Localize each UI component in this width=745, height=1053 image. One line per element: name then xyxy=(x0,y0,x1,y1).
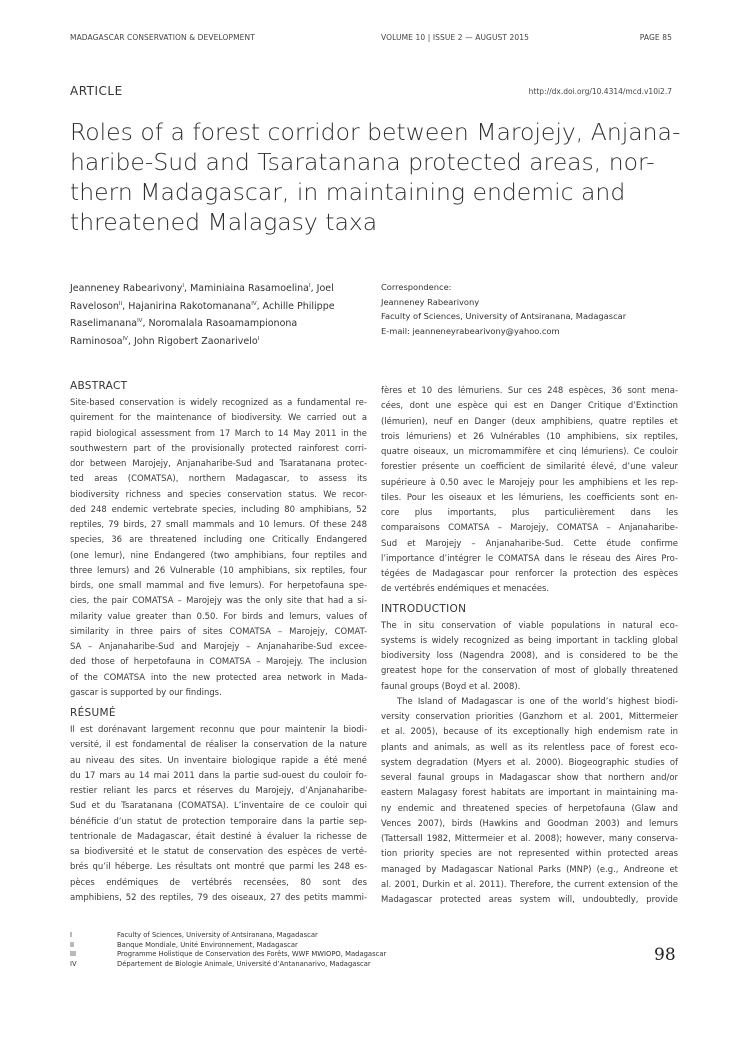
text-line: tiles. Pour les oiseaux et les lémuriens, les coefficients sont en- xyxy=(381,491,678,502)
footnote: II Banque Mondiale, Unité Environnement, Madagascar xyxy=(70,940,298,949)
title-line: Roles of a forest corridor between Marojejy, Anjana- xyxy=(70,118,681,146)
text-line: amphibiens, 52 des reptiles, 79 des oiseaux, 27 des petits mammi- xyxy=(70,891,367,902)
author-name: Raselimanana xyxy=(70,318,138,330)
left-column xyxy=(70,379,367,905)
text-line: milarity value greater than 0.50. For birds and lemurs, values of xyxy=(70,610,367,621)
text-line: Sud et du Tsaratanana (COMATSA). L’inventaire de ce couloir qui xyxy=(70,800,367,811)
correspondence-label: Correspondence: xyxy=(381,282,452,292)
text-line: SA – Anjanaharibe-Sud and Marojejy – Anjanaharibe-Sud excee- xyxy=(70,641,367,651)
text-line: Site-based conservation is widely recognized as a fundamental re- xyxy=(70,397,367,407)
text-line: quatre oiseaux, un micromammifère et cinq lémuriens). Ce couloir xyxy=(381,446,678,456)
author-name: John Rigobert Zaonarivelo xyxy=(133,336,258,348)
text-line: cies, the pair COMATSA – Marojejy was the only site that had a si- xyxy=(70,595,367,606)
introduction-body xyxy=(381,618,678,908)
text-line: rapid biological assessment from 17 March to 14 May 2011 in the xyxy=(70,427,367,438)
text-line: comparaisons COMATSA – Marojejy, COMATSA – Anjanaharibe- xyxy=(381,522,678,533)
text-line: similarity in three pairs of sites COMATSA – Marojejy, COMAT- xyxy=(70,625,367,636)
author-affiliation: IV xyxy=(251,300,257,307)
correspondence-name: Jeanneney Rabearivony xyxy=(381,296,480,307)
text-line: versité, il est fondamental de réaliser la conservation de la nature xyxy=(70,739,367,750)
author-affiliation: I xyxy=(182,283,185,289)
author-name: Jeanneney Rabearivony xyxy=(70,283,183,295)
text-line: ny endemic and threatened species of herpetofauna (Glaw and xyxy=(381,802,678,813)
text-line: forestier présente un coefficient de similarité élevé, d’une valeur xyxy=(381,461,678,472)
author-affiliation: I xyxy=(309,283,311,289)
correspondence-block xyxy=(381,280,681,338)
text-line: au niveau des sites. Un inventaire biologique rapide a été mené xyxy=(70,754,367,765)
text-line: brés qu’il héberge. Les résultats ont montré que parmi les 248 es- xyxy=(70,861,367,872)
text-line: reptiles, 79 birds, 27 small mammals and 10 lemurs. Of these 248 xyxy=(70,519,367,529)
author-name: Joel xyxy=(316,283,334,295)
text-line: biodiversity loss (Nagendra 2008), and is considered to be the xyxy=(381,650,678,660)
text-line: gascar is supported by our findings. xyxy=(70,686,222,697)
text-line: tentrionale de Madagascar, était destiné à évaluer la richesse de xyxy=(70,830,367,841)
resume-body-continued xyxy=(381,383,678,597)
author-name: Maminiaina Rasamoelina xyxy=(190,283,309,295)
journal-name: MADAGASCAR CONSERVATION & DEVELOPMENT xyxy=(70,33,255,42)
text-line: versity conservation priorities (Ganzhorn et al. 2001, Mittermeier xyxy=(381,711,678,721)
text-line: three lemurs) and 26 Vulnerable (10 amphibians, six reptiles, four xyxy=(70,564,367,575)
text-line: (one lemur), nine Endangered (two amphibians, four reptiles and xyxy=(70,549,367,560)
text-line: The in situ conservation of viable populations in natural eco- xyxy=(381,619,678,630)
author-affiliation: I xyxy=(257,335,260,342)
introduction-heading: INTRODUCTION xyxy=(381,602,467,615)
text-line: Il est dorénavant largement reconnu que pour maintenir la biodi- xyxy=(70,724,367,734)
text-line: species, 36 are threatened including one Critically Endangered xyxy=(70,534,367,545)
text-line: pèces endémiques de vertébrés recensées, 80 sont des xyxy=(70,876,367,887)
correspondence-email[interactable]: E-mail: jeanneneyrabearivony@yahoo.com xyxy=(381,325,560,336)
affiliation-footnotes xyxy=(70,931,530,969)
text-line: ded 248 endemic vertebrate species, including 80 amphibians, 52 xyxy=(70,503,367,514)
article-label: ARTICLE xyxy=(70,84,123,98)
text-line: du 17 mars au 14 mai 2011 dans la partie sud-ouest du couloir fo- xyxy=(70,769,367,780)
text-line: faunal groups (Boyd et al. 2008). xyxy=(381,680,521,691)
text-line: ted areas (COMATSA), northern Madagascar, to assess its xyxy=(70,473,367,484)
title-line: thern Madagascar, in maintaining endemic and xyxy=(70,178,626,206)
author-name: Achille Philippe xyxy=(262,300,335,312)
text-line: ded those of herpetofauna in COMATSA – Marojejy. The inclusion xyxy=(70,656,367,667)
author-line: Raminosoa$^{IV}$, John Rigobert Zaonarivelo$^I$ xyxy=(70,335,260,348)
text-line: managed by Madagascar National Parks (MNP) (e.g., Andreone et xyxy=(381,863,678,874)
text-line: system degradation (Myers et al. 2000). Biogeographic studies of xyxy=(381,756,678,767)
footnote: III Programme Holistique de Conservation des Forêts, WWF MWIOPO, Madagascar xyxy=(70,950,387,959)
text-line: eastern Malagasy forest habitats are important in maintaining ma- xyxy=(381,787,678,798)
text-line: quirement for the maintenance of biodiversity. We carried out a xyxy=(70,412,367,423)
text-line: l’importance d’intégrer le COMATSA dans le réseau des Aires Pro- xyxy=(381,552,678,563)
issue-info: VOLUME 10 | ISSUE 2 — AUGUST 2015 xyxy=(381,33,530,42)
article-title xyxy=(70,117,680,237)
text-line: al. 2001, Durkin et al. 2011). Therefore, the current extension of the xyxy=(381,878,678,889)
running-page: PAGE 85 xyxy=(639,33,672,42)
text-line: plants and animals, as well as its relentless pace of forest eco- xyxy=(381,741,678,752)
text-line: trois lémuriens) et 26 Vulnérables (10 amphibiens, six reptiles, xyxy=(381,430,678,441)
author-line: Raveloson$^{II}$, Hajanirina Rakotomanana$^{IV}$, Achille Philippe xyxy=(70,300,335,312)
resume-heading: RÉSUMÉ xyxy=(70,707,116,719)
text-line: fères et 10 des lémuriens. Sur ces 248 espèces, 36 sont mena- xyxy=(381,385,678,395)
footnote: IV Département de Biologie Animale, Université d’Antananarivo, Madagascar xyxy=(70,959,371,968)
resume-body xyxy=(70,722,367,905)
text-line: core plus importants, plus particulièrement dans les xyxy=(381,507,678,517)
text-line: southwestern part of the provisionally protected rainforest corri- xyxy=(70,442,367,453)
text-line: Madagascar protected areas system will, undoubtedly, provide xyxy=(381,894,678,904)
text-line: of the COMATSA into the new protected area network in Mada- xyxy=(70,671,367,682)
title-line: haribe-Sud and Tsaratanana protected areas, nor- xyxy=(70,148,655,176)
text-line: de vertébrés endémiques et menacées. xyxy=(381,583,550,594)
text-line: tion priority species are not represented within protected areas xyxy=(381,848,678,859)
author-line: Raselimanana$^{IV}$, Noromalala Rasoamampionona xyxy=(70,318,298,330)
text-line: The Island of Madagascar is one of the world’s highest biodi- xyxy=(397,695,678,706)
text-line: (lémurien), neuf en Danger (deux amphibiens, quatre reptiles et xyxy=(381,415,678,426)
title-line: threatened Malagasy taxa xyxy=(70,208,378,236)
page-number: 98 xyxy=(654,945,676,965)
author-name: Raveloson xyxy=(70,300,119,312)
text-line: birds, one small mammal and five lemurs). For herpetofauna spe- xyxy=(70,580,367,590)
text-line: greatest hope for the conservation of most of globally threatened xyxy=(381,665,678,676)
text-line: dor between Marojejy, Anjanaharibe-Sud and Tsaratanana protec- xyxy=(70,458,367,468)
author-name: Noromalala Rasoamampionona xyxy=(148,318,298,330)
author-list xyxy=(70,279,370,350)
text-line: Vences 2007), birds (Hawkins and Goodman 2003) and lemurs xyxy=(381,817,678,828)
text-line: restier reliant les parcs et réserves du Marojejy, d’Anjanaharibe- xyxy=(70,785,367,795)
author-affiliation: II xyxy=(118,300,123,307)
author-line: Jeanneney Rabearivony$^I$, Maminiaina Rasamoelina$^I$, Joel xyxy=(70,283,334,295)
text-line: bénéficie d’un statut de protection temporaire dans la partie sep- xyxy=(70,815,367,826)
text-line: (Tattersall 1982, Mittermeier et al. 2008); however, many conserva- xyxy=(381,833,678,843)
abstract-heading: ABSTRACT xyxy=(70,380,128,392)
text-line: supérieure à 0.50 avec le Marojejy pour les amphibiens et les rep- xyxy=(381,476,678,487)
text-line: Sud et Marojejy – Anjanaharibe-Sud. Cette étude confirme xyxy=(381,537,678,548)
correspondence-affiliation: Faculty of Sciences, University of Antsiranana, Madagascar xyxy=(381,311,627,321)
right-column xyxy=(381,383,678,907)
text-line: systems is widely recognized as being important in tackling global xyxy=(381,634,678,645)
author-affiliation: IV xyxy=(122,335,128,342)
author-name: Hajanirina Rakotomanana xyxy=(128,300,252,312)
abstract-body xyxy=(70,395,367,700)
doi-link[interactable]: http://dx.doi.org/10.4314/mcd.v10i2.7 xyxy=(528,87,672,96)
text-line: biodiversity richness and species conservation status. We recor- xyxy=(70,488,367,499)
text-line: several faunal groups in Madagascar show that northern and/or xyxy=(381,772,678,782)
text-line: cées, dont une espèce qui est en Danger Critique d’Extinction xyxy=(381,400,678,411)
author-affiliation: IV xyxy=(137,318,143,325)
footnote: I Faculty of Sciences, University of Antsiranana, Magadascar xyxy=(70,931,318,939)
author-name: Raminosoa xyxy=(70,336,123,348)
text-line: tégées de Madagascar pour renforcer la protection des espèces xyxy=(381,568,678,578)
text-line: et al. 2005), because of its exceptionally high endemism rate in xyxy=(381,726,678,737)
text-line: sa biodiversité et le statut de conservation des espèces de verté- xyxy=(70,846,367,856)
